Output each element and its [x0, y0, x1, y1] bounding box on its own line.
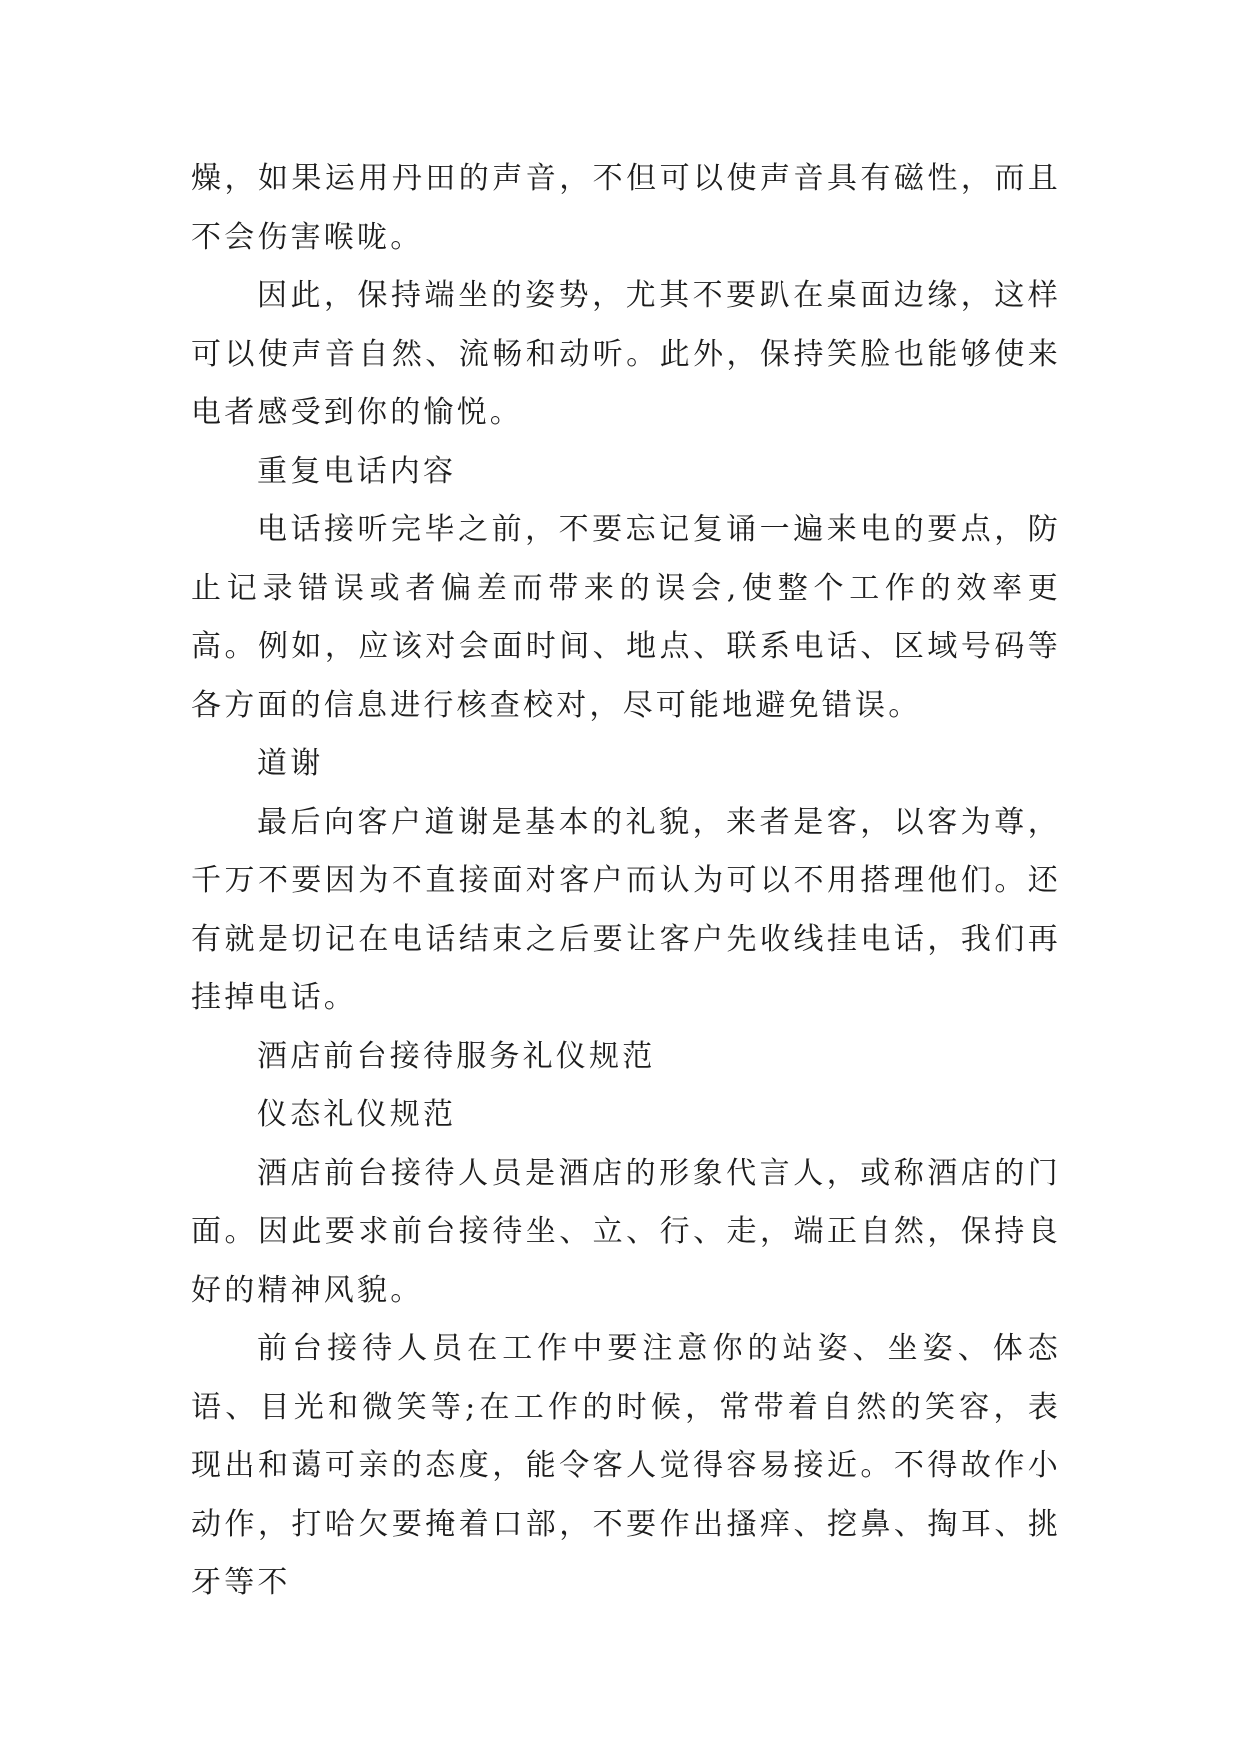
paragraph-front-desk-behavior: 前台接待人员在工作中要注意你的站姿、坐姿、体态语、目光和微笑等;在工作的时候，常带着自然的笑容，表现出和蔼可亲的态度，能令客人觉得容易接近。不得故作小动作，打哈欠要掩着口部，不要作出搔痒、挖鼻、掏耳、挑牙等不 [191, 1331, 1061, 1600]
paragraph-repeat-call: 电话接听完毕之前，不要忘记复诵一遍来电的要点，防止记录错误或者偏差而带来的误会,使整个工作的效率更高。例如，应该对会面时间、地点、联系电话、区域号码等各方面的信息进行核查校对，尽可能地避免错误。 [191, 512, 1061, 723]
paragraph-thanks: 最后向客户道谢是基本的礼貌，来者是客，以客为尊，千万不要因为不直接面对客户而认为可以不用搭理他们。还有就是切记在电话结束之后要让客户先收线挂电话，我们再挂掉电话。 [191, 804, 1061, 1015]
heading-front-desk-etiquette: 酒店前台接待服务礼仪规范 [257, 1038, 656, 1074]
paragraph-posture: 因此，保持端坐的姿势，尤其不要趴在桌面边缘，这样可以使声音自然、流畅和动听。此外，保持笑脸也能够使来电者感受到你的愉悦。 [191, 278, 1061, 430]
document-page [191, 150, 1061, 1613]
paragraph-continuation: 燥，如果运用丹田的声音，不但可以使声音具有磁性，而且不会伤害喉咙。 [191, 161, 1061, 255]
heading-thanks: 道谢 [257, 746, 324, 781]
heading-repeat-call: 重复电话内容 [257, 453, 457, 489]
heading-deportment-etiquette: 仪态礼仪规范 [257, 1097, 457, 1132]
paragraph-front-desk-image: 酒店前台接待人员是酒店的形象代言人，或称酒店的门面。因此要求前台接待坐、立、行、走，端正自然，保持良好的精神风貌。 [191, 1155, 1061, 1308]
